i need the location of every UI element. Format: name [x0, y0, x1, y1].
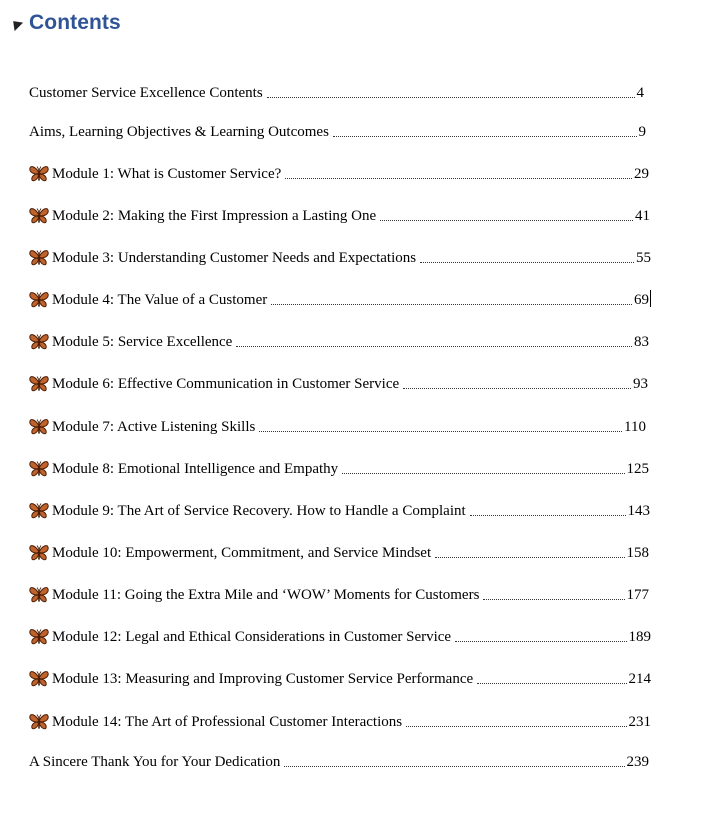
toc-entry-page: 158 [626, 545, 649, 561]
toc-entry[interactable] [29, 540, 649, 562]
toc-entry-label: Module 10: Empowerment, Commitment, and Service Mindset [52, 545, 432, 561]
toc-entry-label: Module 2: Making the First Impression a Lasting One [52, 208, 377, 224]
toc-entry[interactable] [29, 80, 644, 102]
toc-entry[interactable] [29, 498, 650, 520]
toc-entry-page: 125 [626, 461, 649, 477]
toc-entry[interactable] [29, 749, 649, 771]
toc-entry-page: 231 [628, 714, 651, 730]
toc-entry[interactable] [29, 119, 646, 141]
dot-leader [406, 726, 626, 727]
dot-leader [403, 388, 631, 389]
toc-entry-page: 9 [638, 124, 646, 140]
butterfly-icon [29, 460, 49, 478]
dot-leader [259, 431, 622, 432]
toc-entry-label: Module 4: The Value of a Customer [52, 292, 268, 308]
butterfly-icon [29, 291, 49, 309]
toc-entry[interactable] [29, 456, 649, 478]
dot-leader [483, 599, 624, 600]
dot-leader [285, 178, 632, 179]
butterfly-icon [29, 502, 49, 520]
toc-entry-page: 189 [628, 629, 651, 645]
dot-leader [477, 683, 626, 684]
toc-entry-label: Module 7: Active Listening Skills [52, 419, 256, 435]
butterfly-icon [29, 670, 49, 688]
dot-leader [380, 220, 633, 221]
butterfly-icon [29, 713, 49, 731]
toc-entry-page: 93 [633, 376, 648, 392]
toc-entry-label: Module 6: Effective Communication in Customer Service [52, 376, 400, 392]
toc-entry-label: Aims, Learning Objectives & Learning Outcomes [29, 124, 329, 140]
butterfly-icon [29, 586, 49, 604]
dot-leader [455, 641, 626, 642]
text-cursor [650, 290, 651, 307]
dot-leader [236, 346, 632, 347]
toc-entry-page: 239 [626, 754, 649, 770]
toc-entry-page: 69 [634, 292, 649, 308]
toc-entry-label: Module 8: Emotional Intelligence and Empathy [52, 461, 339, 477]
butterfly-icon [29, 628, 49, 646]
toc-entry[interactable] [29, 287, 651, 309]
toc-entry[interactable] [29, 245, 651, 267]
dot-leader [435, 557, 624, 558]
butterfly-icon [29, 333, 49, 351]
toc-entry-label: Customer Service Excellence Contents [29, 85, 263, 101]
toc-entry-page: 110 [624, 419, 646, 435]
toc-entry[interactable] [29, 161, 649, 183]
toc-entry-page: 214 [628, 671, 651, 687]
dot-leader [267, 97, 635, 98]
collapse-triangle-icon[interactable] [9, 17, 23, 31]
dot-leader [271, 304, 632, 305]
dot-leader [470, 515, 626, 516]
butterfly-icon [29, 418, 49, 436]
toc-entry-label: Module 3: Understanding Customer Needs and Expectations [52, 250, 417, 266]
toc-entry-page: 55 [636, 250, 651, 266]
page-title: Contents [29, 11, 121, 34]
butterfly-icon [29, 165, 49, 183]
butterfly-icon [29, 249, 49, 267]
butterfly-icon [29, 544, 49, 562]
toc-entry-label: Module 11: Going the Extra Mile and ‘WOW’ Moments for Customers [52, 587, 480, 603]
toc-entry-label: Module 5: Service Excellence [52, 334, 233, 350]
toc-entry[interactable] [29, 414, 646, 436]
toc-entry[interactable] [29, 582, 649, 604]
toc-entry-label: A Sincere Thank You for Your Dedication [29, 754, 281, 770]
toc-entry-page: 83 [634, 334, 649, 350]
toc-entry-page: 29 [634, 166, 649, 182]
dot-leader [284, 766, 624, 767]
toc-entry-label: Module 12: Legal and Ethical Considerations in Customer Service [52, 629, 452, 645]
butterfly-icon [29, 375, 49, 393]
dot-leader [333, 136, 637, 137]
contents-heading [10, 8, 121, 38]
toc-entry-label: Module 13: Measuring and Improving Customer Service Performance [52, 671, 474, 687]
toc-entry-label: Module 1: What is Customer Service? [52, 166, 282, 182]
toc-entry[interactable] [29, 624, 651, 646]
toc-entry-label: Module 9: The Art of Service Recovery. How to Handle a Complaint [52, 503, 466, 519]
dot-leader [342, 473, 624, 474]
toc-entry[interactable] [29, 371, 648, 393]
toc-entry-page: 177 [626, 587, 649, 603]
toc-entry-page: 4 [636, 85, 644, 101]
dot-leader [420, 262, 634, 263]
butterfly-icon [29, 207, 49, 225]
toc-entry-label: Module 14: The Art of Professional Customer Interactions [52, 714, 403, 730]
toc-entry-page: 143 [627, 503, 650, 519]
toc-entry-page: 41 [635, 208, 650, 224]
toc-entry[interactable] [29, 329, 649, 351]
toc-entry[interactable] [29, 666, 651, 688]
toc-entry[interactable] [29, 709, 651, 731]
toc-entry[interactable] [29, 203, 650, 225]
